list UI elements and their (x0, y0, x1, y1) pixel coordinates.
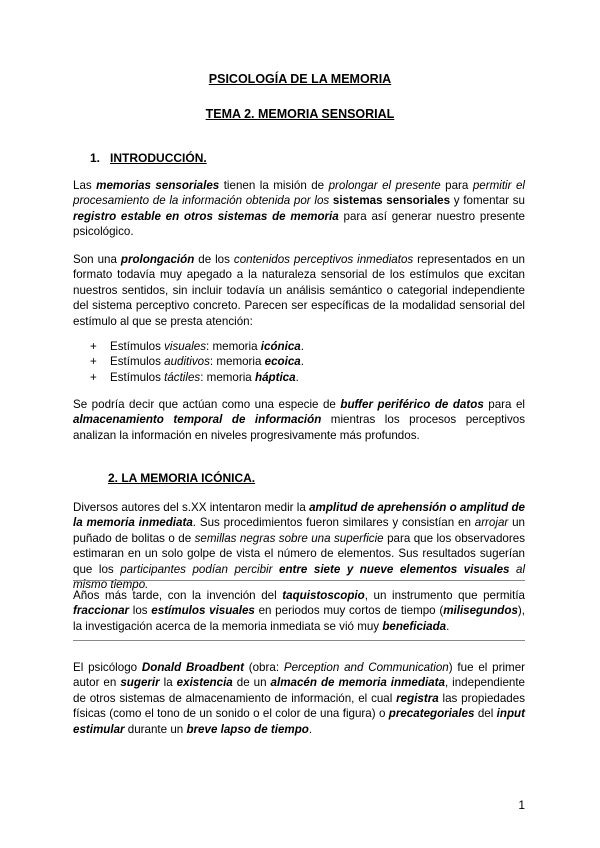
section-1-heading (90, 151, 207, 165)
divider-line (73, 640, 525, 641)
paragraph-intro-1: Las memorias sensoriales tienen la misión de prolongar el presente para permitir el procesamiento de la información obtenida por los sistemas sensoriales y fomentar su registro estable en otros sistemas de memoria para así generar nuestro presente psicológico. (73, 179, 525, 239)
section-1-number: 1. (90, 151, 101, 165)
document-subtitle: TEMA 2. MEMORIA SENSORIAL (205, 107, 395, 121)
divider-line (73, 580, 525, 581)
paragraph-iconic-1: Diversos autores del s.XX intentaron medir la amplitud de aprehensión o amplitud de la memoria inmediata. Sus procedimientos fueron similares y consistían en arrojar un puñado de bolitas o de semillas negras sobre una superficie para que los observadores estimaran en un solo golpe de vista el número de elementos. Sus resultados sugerían que los participantes podían percibir entre siete y nueve elementos visuales al mismo tiempo. (73, 501, 526, 592)
document-title: PSICOLOGÍA DE LA MEMORIA (208, 72, 392, 86)
paragraph-iconic-2: Años más tarde, con la invención del taquistoscopio, un instrumento que permitía fraccionar los estímulos visuales en periodos muy cortos de tiempo (milisegundos), la investigación acerca de la memoria inmediata se vió muy beneficiada. (73, 589, 526, 633)
list-item: + Estímulos auditivos: memoria ecoica. (90, 355, 304, 369)
section-1-title: INTRODUCCIÓN. (110, 151, 207, 165)
paragraph-intro-2: Son una prolongación de los contenidos perceptivos inmediatos representados en un formato todavía muy apegado a la naturaleza sensorial de los estímulos que excitan nuestros sentidos, sin incluir todavía un análisis semántico o categorial independiente del sistema perceptivo concreto. Parecen ser específicas de la modalidad sensorial del estímulo al que se presta atención: (73, 253, 525, 328)
list-item: + Estímulos visuales: memoria icónica. (90, 340, 304, 353)
section-2-heading: 2. LA MEMORIA ICÓNICA. (108, 471, 256, 485)
paragraph-intro-3: Se podría decir que actúan como una especie de buffer periférico de datos para el almacenamiento temporal de información mientras los procesos perceptivos analizan la información en niveles progresivamente más profundos. (73, 398, 526, 442)
page-number: 1 (518, 798, 525, 812)
list-item: + Estímulos táctiles: memoria háptica. (90, 370, 299, 384)
paragraph-iconic-3: El psicólogo Donald Broadbent (obra: Perception and Communication) fue el primer autor en sugerir la existencia de un almacén de memoria inmediata, independiente de otros sistemas de almacenamiento de información, el cual registra las propiedades físicas (como el tono de un sonido o el color de una figura) o precategoriales del input estimular durante un breve lapso de tiempo. (73, 661, 526, 736)
memory-types-list (90, 339, 304, 385)
